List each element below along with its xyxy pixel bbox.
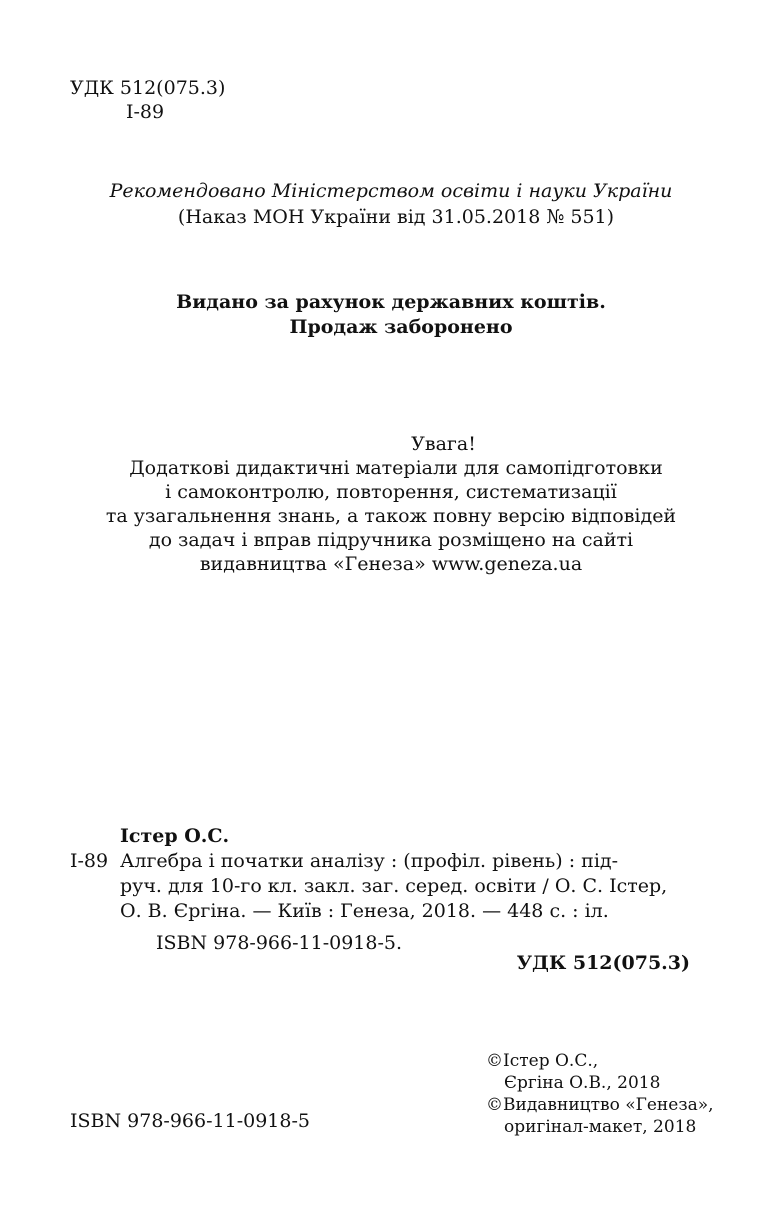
bib-description: О. В. Єргіна. — Київ : Генеза, 2018. — 448 с. : іл. xyxy=(120,900,609,922)
state-funding-notice xyxy=(0,290,782,340)
isbn: ISBN 978-966-11-0918-5 xyxy=(70,1110,310,1132)
attention-title: Увага! xyxy=(411,433,476,455)
recommendation-text: Рекомендовано Міністерством освіти і науки України xyxy=(109,180,673,202)
ministry-order: (Наказ МОН України від 31.05.2018 № 551) xyxy=(177,206,615,228)
attention-line: та узагальнення знань, а також повну версію відповідей xyxy=(105,505,677,527)
attention-line: до задач і вправ підручника розміщено на сайті xyxy=(148,529,634,551)
bib-code: І-89 xyxy=(70,850,109,872)
sale-prohibited-line: Продаж заборонено xyxy=(289,316,513,338)
copyright-line: ©Істер О.С., xyxy=(486,1051,599,1071)
copyright-block xyxy=(486,1050,714,1138)
attention-line: Додаткові дидактичні матеріали для самопідготовки xyxy=(129,457,663,479)
attention-line: видавництва «Генеза» www.geneza.ua xyxy=(199,553,583,575)
bib-isbn: ISBN 978-966-11-0918-5. xyxy=(156,932,403,954)
recommendation xyxy=(0,178,782,230)
bibliographic-record xyxy=(70,824,710,956)
udc-header xyxy=(70,76,225,124)
udc-footer: УДК 512(075.3) xyxy=(516,952,690,974)
copyright-line: оригінал-макет, 2018 xyxy=(504,1117,697,1137)
copyright-line: Єргіна О.В., 2018 xyxy=(504,1073,661,1093)
udc-code: УДК 512(075.3) xyxy=(70,77,226,99)
attention-notice xyxy=(0,432,782,576)
attention-line: і самоконтролю, повторення, систематизації xyxy=(165,481,617,503)
bib-description: руч. для 10-го кл. закл. заг. серед. освіти / О. С. Істер, xyxy=(120,875,668,897)
bib-description: Алгебра і початки аналізу : (профіл. рівень) : під- xyxy=(120,850,619,872)
author-index: І-89 xyxy=(126,101,165,123)
copyright-line: ©Видавництво «Генеза», xyxy=(486,1095,714,1115)
bib-author: Істер О.С. xyxy=(120,825,230,847)
state-funding-line: Видано за рахунок державних коштів. xyxy=(176,291,606,313)
